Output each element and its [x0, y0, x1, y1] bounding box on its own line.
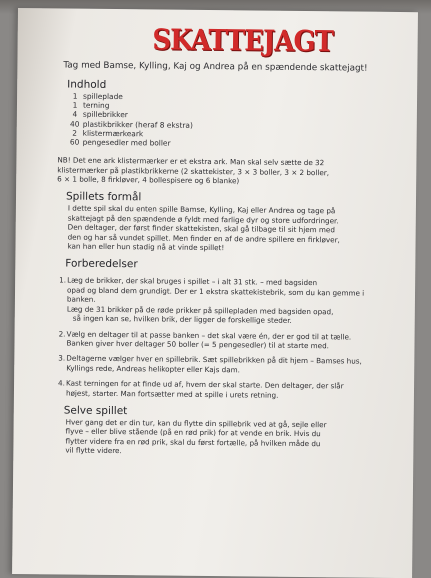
item-label: plastikbrikker (heraf 8 ekstra) — [82, 119, 193, 130]
step-text — [67, 276, 425, 327]
preparations-heading: Forberedelser — [65, 257, 138, 271]
item-qty: 2 — [72, 128, 78, 138]
intro-text: Tag med Bamse, Kylling, Kaj og Andrea på en spændende skattejagt! — [63, 60, 368, 74]
item-qty: 40 — [70, 119, 80, 129]
preparation-step — [58, 329, 424, 352]
text-line: kan han eller hun stadig nå at vinde spillet! — [67, 241, 225, 253]
note-line: NB! Det ene ark klistermærker er et ekstra ark. Man skal selv sætte de 32 — [57, 155, 325, 168]
step-text — [66, 379, 424, 402]
text-line: skattejagt på den spændende ø fyldt med farlige dyr og store udfordringer. — [67, 213, 339, 226]
text-line: Hver gang det er din tur, kan du flytte din spillebrik ved at gå, sejle eller — [65, 417, 327, 430]
page-title: SKATTEJAGT — [152, 23, 334, 59]
item-qty: 60 — [69, 137, 80, 147]
sheet-content — [57, 23, 428, 459]
note-line: 6 × 1 bolle, 8 firkløver, 4 bollespisere og 6 blanke) — [57, 174, 240, 186]
item-qty: 4 — [72, 109, 78, 120]
text-line: den og har så vundet spillet. Men finder en af de andre spillere en firkløver, — [67, 232, 340, 245]
step-text — [66, 329, 424, 352]
item-label: pengesedler med boller — [82, 137, 171, 148]
step-text — [66, 354, 424, 377]
text-line: opad og bland dem grundigt. Der er 1 ekstra skattekistebrik, som du kan gemme i — [67, 285, 365, 298]
step-number: 2. — [58, 328, 66, 339]
item-label: klistermærkeark — [82, 128, 144, 139]
instruction-sheet — [12, 8, 418, 578]
text-line: så ingen kan se, hvilken brik, der ligger de forskellige steder. — [72, 313, 292, 325]
text-line: højest, starter. Man fortsætter med at spille i urets retning. — [65, 388, 279, 400]
text-line: Læg de brikker, der skal bruges i spillet – i alt 31 stk. – med bagsiden — [67, 275, 318, 288]
text-line: Kast terningen for at finde ud af, hvem der skal starte. Den deltager, der slår — [66, 378, 344, 391]
item-label: spilleplade — [83, 91, 123, 102]
text-line: flyve – eller blive stående (på en rød prik) for at vende en brik. Hvis du — [65, 426, 321, 439]
preparation-step — [58, 379, 424, 402]
step-number: 1. — [59, 275, 67, 285]
contents-heading: Indhold — [67, 78, 107, 91]
text-line: Læg de 31 brikker på de røde prikker på spillepladen med bagsiden opad, — [66, 304, 334, 317]
text-line: flytter videre fra en rød prik, skal du først fortælle, på hvilken måde du — [65, 436, 321, 448]
sticker-note — [57, 156, 387, 188]
text-line: Den deltager, der først finder skattekisten, skal gå tilbage til sit hjem med — [67, 222, 335, 235]
item-label: spillebrikker — [82, 110, 128, 120]
text-line: Deltagerne vælger hver en spillebrik. Sæt spillebrikken på dit hjem – Bamses hus, — [66, 353, 362, 366]
purpose-heading: Spillets formål — [65, 190, 142, 204]
purpose-text — [67, 204, 407, 255]
gameplay-heading: Selve spillet — [63, 404, 128, 418]
preparation-step — [59, 276, 425, 327]
step-number: 3. — [58, 353, 66, 363]
preparation-step — [58, 354, 424, 377]
item-label: terning — [82, 100, 110, 111]
note-line: klistermærker på plastikbrikkerne (2 skattekister, 3 × 3 boller, 3 × 2 boller, — [57, 165, 330, 177]
item-qty: 1 — [72, 100, 78, 110]
text-line: banken. — [66, 294, 96, 305]
gameplay-text — [65, 417, 405, 458]
text-line: I dette spil skal du enten spille Bamse, Kylling, Kaj eller Andrea og tage på — [67, 203, 336, 216]
text-line: Vælg en deltager til at passe banken – det skal være én, der er god til at tælle. — [66, 329, 352, 342]
text-line: Kyllings rede, Andreas helikopter eller Kajs dam. — [66, 363, 240, 375]
contents-list — [67, 92, 428, 151]
text-line: vil flytte videre. — [65, 445, 122, 456]
step-number: 4. — [58, 378, 65, 388]
text-line: Banken giver hver deltager 50 boller (= 5 pengesedler) til at starte med. — [66, 338, 330, 351]
item-qty: 1 — [72, 91, 78, 101]
